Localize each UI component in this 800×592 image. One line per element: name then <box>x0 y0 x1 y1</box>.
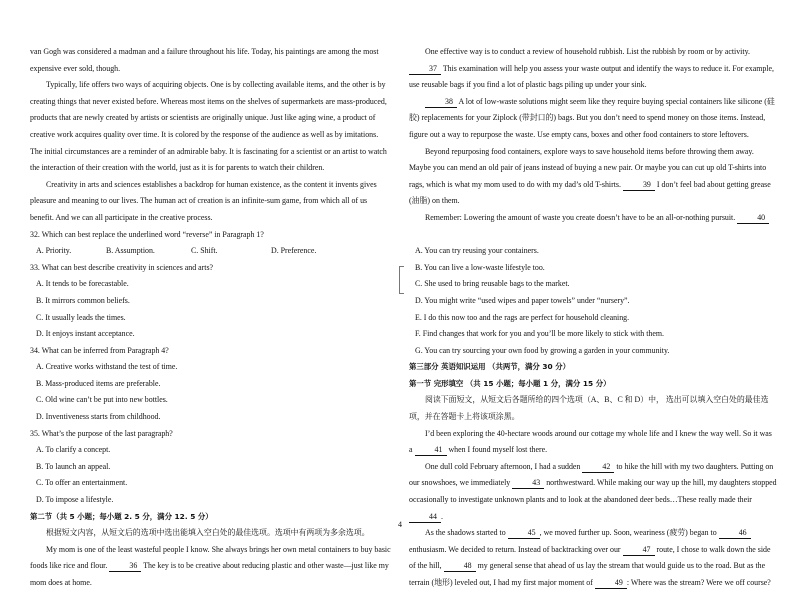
section-1-instructions: 阅读下面短文，从短文后各题所给的四个选项（A、B、C 和 D）中， 选出可以填入空白处的最佳选项，并在答题卡上将该项涂黑。 <box>409 395 769 422</box>
passage-paragraph: Creativity in arts and sciences establishes a backdrop for human existence, as the content it invents gives pleasure and meaning to our lives. The human act of creation is an infinite-sum game, from which all of us benefit. And we can all participate in the creative process. <box>30 179 377 222</box>
question-32: 32. Which can best replace the underlined word “reverse” in Paragraph 1? <box>30 229 264 239</box>
blank-47: 47 <box>623 544 655 556</box>
option-b: B. It mirrors common beliefs. <box>36 295 130 305</box>
cloze-paragraph: As the shadows started to 45 , we moved further up. Soon, weariness (疲劳) began to 46 enthusiasm. We decided to return. Instead of backtracking over our 47 route, I chose to walk down the side of the hill, 48 my general sense that ahead of us lay the stream that would guide us to the road. But as the terrain (地形) leveled out, I had my first major moment of 49 : Where was the stream? Were we off course? <box>409 528 771 587</box>
option-a: A. It tends to be forecastable. <box>36 279 129 289</box>
option-c: C. Old wine can’t be put into new bottles. <box>36 395 168 405</box>
option-a: A. To clarify a concept. <box>36 445 111 455</box>
cloze-paragraph: One dull cold February afternoon, I had a sudden 42 to hike the hill with my two daughters. Putting on our snowshoes, we immediately 43 northwestward. While making our way up the hill, my daughters stopped occasionally to investigate unknown plants and to look at the abandoned deer beds…These really made their 44 . <box>409 461 777 521</box>
cloze-paragraph: I’d been exploring the 40-hectare woods around our cottage my whole life and I knew the way well. So it was a 41 when I found myself lost there. <box>409 428 772 455</box>
blank-48: 48 <box>444 560 476 572</box>
blank-45: 45 <box>508 527 540 539</box>
option-f: F. Find changes that work for you and you’ll be more likely to stick with them. <box>415 329 664 339</box>
option-a: A. Priority. <box>36 246 72 256</box>
option-e: E. I do this now too and the rags are perfect for household cleaning. <box>415 312 630 322</box>
spacer <box>409 227 777 244</box>
question-32-options <box>30 243 392 260</box>
option-b: B. Assumption. <box>106 246 155 256</box>
option-b: B. To launch an appeal. <box>36 461 111 471</box>
question-33: 33. What can best describe creativity in sciences and arts? <box>30 262 214 272</box>
option-c: C. To offer an entertainment. <box>36 478 128 488</box>
passage-paragraph: Typically, life offers two ways of acquiring objects. One is by collecting available items, and the other is by creating things that never existed before. Whereas most items on the shelves of supermarkets are mass-produced, products that are newly created by artists or scientists are originally unique. Just like aging wine, a product of creative work acquires quality over time. It is colored by the response of the audience as well as by imitations. The initial circumstances are a reminder of an admirable baby. It is fascinating for a scientist or an artist to watch the interaction of their creation with the world, just as it is for parents to watch their children. <box>30 80 387 173</box>
option-c: C. Shift. <box>191 246 218 256</box>
right-column <box>409 44 777 592</box>
option-g: G. You can try sourcing your own food by growing a garden in your community. <box>415 345 670 355</box>
question-34: 34. What can be inferred from Paragraph 4? <box>30 345 169 355</box>
option-d: D. Preference. <box>271 246 317 256</box>
option-d: D. It enjoys instant acceptance. <box>36 329 135 339</box>
passage-paragraph: van Gogh was considered a madman and a failure throughout his life. Today, his paintings are among the most expensive ever sold, though. <box>30 47 379 73</box>
blank-41: 41 <box>415 444 447 456</box>
option-a: A. Creative works withstand the test of time. <box>36 362 178 372</box>
part-3-heading: 第三部分 英语知识运用 （共两节，满分 30 分） <box>409 362 571 372</box>
blank-36: 36 <box>109 560 141 572</box>
blank-38: 38 <box>425 96 457 108</box>
blank-49: 49 <box>595 577 627 589</box>
blank-40: 40 <box>737 212 769 224</box>
option-b: B. You can live a low-waste lifestyle too. <box>415 262 545 272</box>
blank-42: 42 <box>582 461 614 473</box>
left-column <box>30 44 392 592</box>
option-a: A. You can try reusing your containers. <box>415 246 539 256</box>
passage-paragraph: Remember: Lowering the amount of waste you create doesn’t have to be an all-or-nothing pursuit. 40 <box>409 210 777 227</box>
blank-39: 39 <box>623 179 655 191</box>
blank-37: 37 <box>409 63 441 75</box>
blank-46: 46 <box>719 527 751 539</box>
passage-paragraph: My mom is one of the least wasteful people I know. She always brings her own metal containers to buy basic foods like rice and flour. 36 The key is to be creative about reducing plastic and other waste—just like my mom does at home. <box>30 544 391 587</box>
blank-44: 44 <box>409 511 441 523</box>
option-c: C. She used to bring reusable bags to the market. <box>415 279 570 289</box>
section-1-heading: 第一节 完形填空 （共 15 小题；每小题 1 分，满分 15 分） <box>409 378 611 388</box>
section-2-instructions: 根据短文内容，从短文后的选项中选出能填入空白处的最佳选项。选项中有两项为多余选项。 <box>46 528 370 538</box>
page-number: 4 <box>398 520 402 529</box>
question-35: 35. What’s the purpose of the last paragraph? <box>30 428 173 438</box>
passage-paragraph: One effective way is to conduct a review of household rubbish. List the rubbish by room or by activity. 37 This examination will help you assess your waste output and identify the ways to reduce it. For example, use reusable bags if you find a lot of plastic bags piling up under your sink. <box>409 47 774 90</box>
option-b: B. Mass-produced items are preferable. <box>36 378 161 388</box>
passage-paragraph: Beyond repurposing food containers, explore ways to save household items before throwing them away. Maybe you can mend an old pair of jeans instead of buying a new pair. Or maybe you can cut up old T-shirts into rags, which is what my mom used to do with my dad’s old T-shirts. 39 I don’t feel bad about getting grease (油脂) on them. <box>409 146 771 206</box>
passage-paragraph: 38 A lot of low-waste solutions might seem like they require buying special containers like silicone (硅胶) replacements for your Ziplock (带封口的) bags. But you don’t need to spend money on those items. Instead, figure out a way to repurpose the waste. Use empty cans, boxes and other food containers to store leftovers. <box>409 96 775 139</box>
option-c: C. It usually leads the times. <box>36 312 126 322</box>
section-2-heading: 第二节（共 5 小题；每小题 2. 5 分，满分 12. 5 分） <box>30 511 213 521</box>
blank-43: 43 <box>512 477 544 489</box>
margin-bracket <box>399 266 404 294</box>
option-d: D. You might write “used wipes and paper towels” under “nursery”. <box>415 295 630 305</box>
option-d: D. To impose a lifestyle. <box>36 495 114 505</box>
option-d: D. Inventiveness starts from childhood. <box>36 412 161 422</box>
